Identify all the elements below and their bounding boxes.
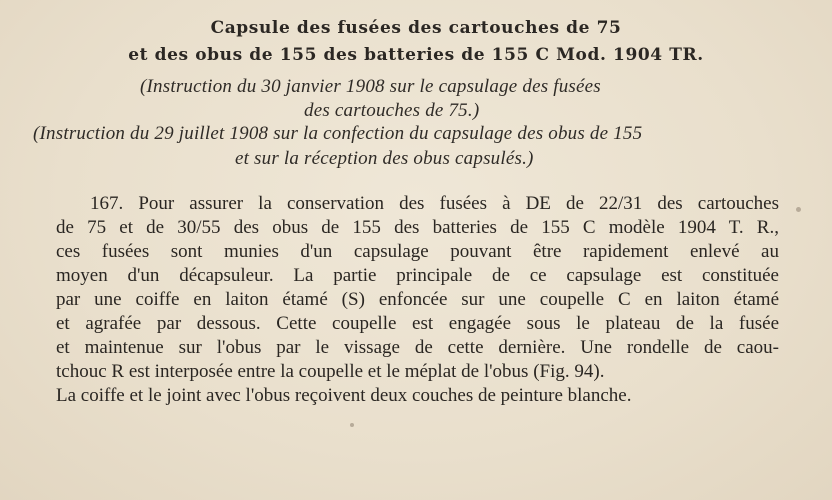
paragraph-line-9: La coiffe et le joint avec l'obus reçoivent deux couches de peinture blanche.: [56, 385, 632, 406]
paragraph-line-6: et agrafée par dessous. Cette coupelle est engagée sous le plateau de la fusée: [56, 313, 779, 334]
paragraph-line-4: moyen d'un décapsuleur. La partie principale de ce capsulage est constituée: [56, 265, 779, 286]
paper-speck: [350, 423, 354, 427]
instruction-line-4: et sur la réception des obus capsulés.): [235, 148, 534, 169]
paragraph-line-1: 167. Pour assurer la conservation des fusées à DE de 22/31 des cartouches: [90, 193, 779, 214]
instruction-line-3: (Instruction du 29 juillet 1908 sur la confection du capsulage des obus de 155: [33, 123, 643, 144]
paragraph-line-2: de 75 et de 30/55 des obus de 155 des batteries de 155 C modèle 1904 T. R.,: [56, 217, 779, 238]
instruction-line-2: des cartouches de 75.): [304, 100, 480, 121]
section-title-line-1: Capsule des fusées des cartouches de 75: [210, 18, 622, 38]
instruction-line-1: (Instruction du 30 janvier 1908 sur le capsulage des fusées: [140, 76, 601, 97]
section-title-line-2: et des obus de 155 des batteries de 155 C Mod. 1904 TR.: [128, 45, 704, 65]
paper-speck: [796, 207, 801, 212]
paragraph-line-8: tchouc R est interposée entre la coupelle et le méplat de l'obus (Fig. 94).: [56, 361, 605, 382]
paragraph-line-7: et maintenue sur l'obus par le vissage de cette dernière. Une rondelle de caou-: [56, 337, 779, 358]
paragraph-line-3: ces fusées sont munies d'un capsulage pouvant être rapidement enlevé au: [56, 241, 779, 262]
paragraph-line-5: par une coiffe en laiton étamé (S) enfoncée sur une coupelle C en laiton étamé: [56, 289, 779, 310]
